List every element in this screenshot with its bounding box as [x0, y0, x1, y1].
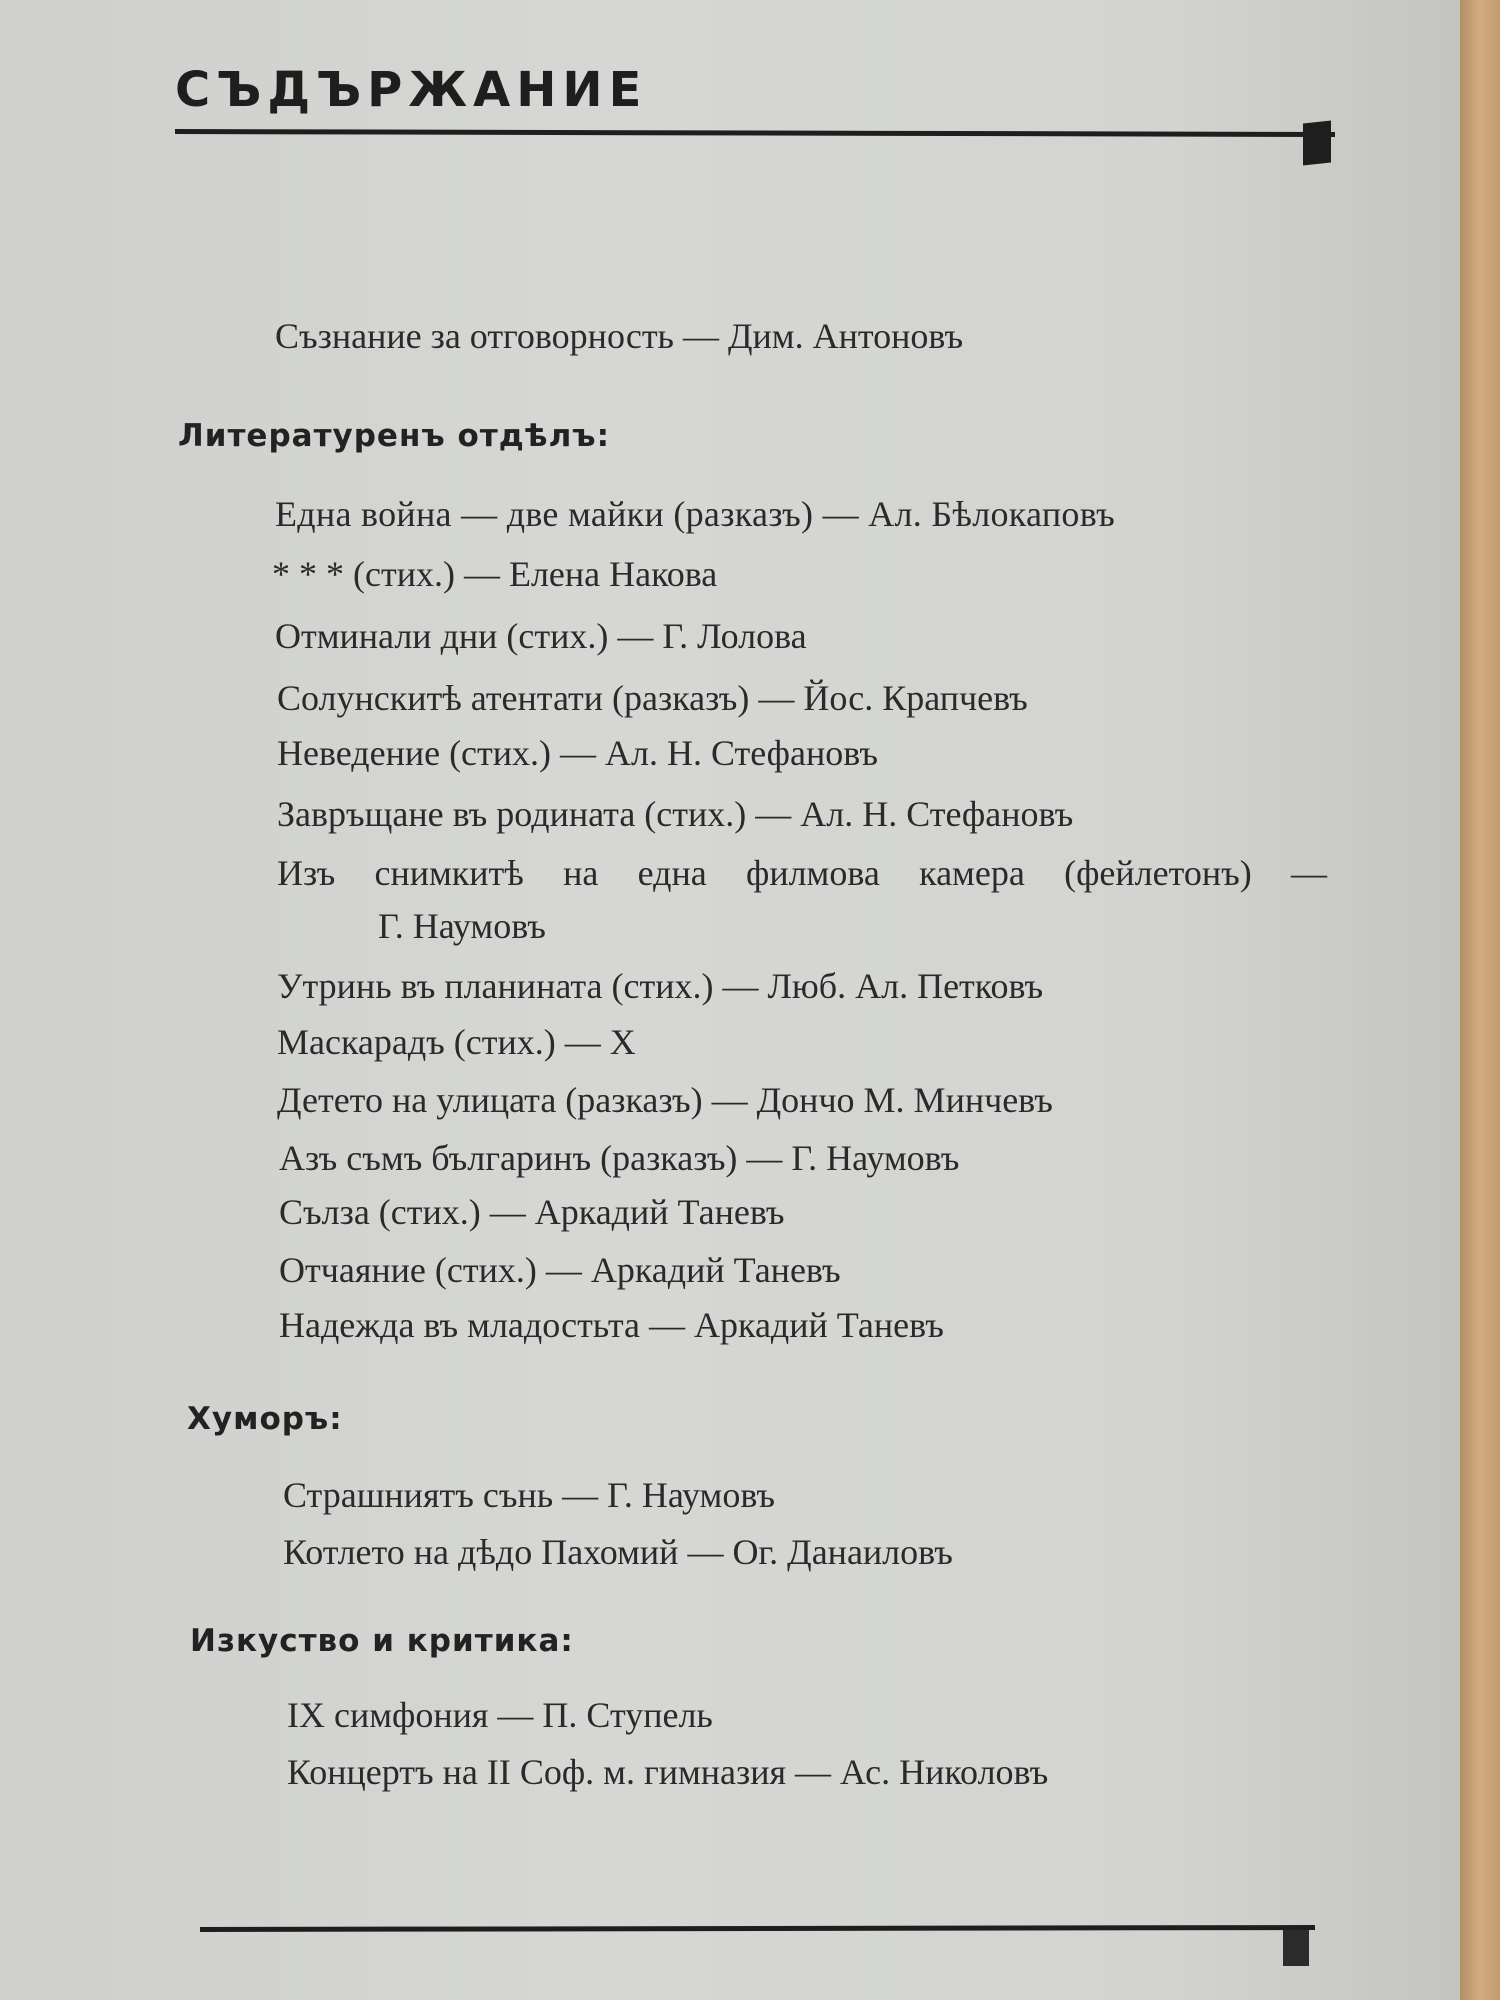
toc-entry: Завръщане въ родината (стих.) — Ал. Н. Стефановъ [277, 794, 1074, 834]
toc-entry: Неведение (стих.) — Ал. Н. Стефановъ [277, 733, 878, 773]
toc-entry: Концертъ на II Соф. м. гимназия — Ас. Николовъ [287, 1752, 1049, 1792]
toc-entry-intro: Съзнание за отговорность — Дим. Антоновъ [275, 316, 964, 356]
page-title: СЪДЪРЖАНИЕ [175, 62, 648, 118]
toc-entry-continuation: Г. Наумовъ [378, 906, 546, 946]
toc-entry: Детето на улицата (разказъ) — Дончо М. Минчевъ [277, 1080, 1053, 1120]
section-heading-art-criticism: Изкуство и критика: [190, 1623, 574, 1659]
header-ornament [1303, 121, 1331, 166]
toc-entry: Солунскитѣ атентати (разказъ) — Йос. Крапчевъ [277, 678, 1028, 718]
section-heading-literature: Литературенъ отдѣлъ: [178, 418, 610, 454]
header-rule [175, 128, 1335, 137]
toc-entry: Надежда въ младостьта — Аркадий Таневъ [279, 1305, 944, 1345]
toc-entry: Изъ снимкитѣ на една филмова камера (фейлетонъ) — [277, 853, 1327, 893]
footer-ornament [1283, 1930, 1309, 1966]
book-edge [1460, 0, 1500, 2000]
toc-entry: Азъ съмъ българинъ (разказъ) — Г. Наумовъ [279, 1138, 960, 1178]
toc-entry: Маскарадъ (стих.) — X [277, 1022, 636, 1062]
toc-entry: Страшниятъ сънь — Г. Наумовъ [283, 1475, 776, 1515]
toc-entry: Котлето на дѣдо Пахомий — Ог. Данаиловъ [283, 1532, 953, 1572]
toc-entry: Сълза (стих.) — Аркадий Таневъ [279, 1192, 785, 1232]
toc-entry: IX симфония — П. Ступель [287, 1695, 713, 1735]
toc-entry: Една война — две майки (разказъ) — Ал. Бѣлокаповъ [275, 494, 1116, 534]
toc-entry: Отчаяние (стих.) — Аркадий Таневъ [279, 1250, 841, 1290]
footer-rule [200, 1925, 1315, 1933]
toc-entry: Утринь въ планината (стих.) — Люб. Ал. Петковъ [277, 966, 1044, 1006]
toc-entry: Отминали дни (стих.) — Г. Лолова [275, 616, 807, 656]
section-heading-humor: Хуморъ: [187, 1401, 343, 1437]
toc-entry: * * * (стих.) — Елена Накова [272, 554, 718, 594]
